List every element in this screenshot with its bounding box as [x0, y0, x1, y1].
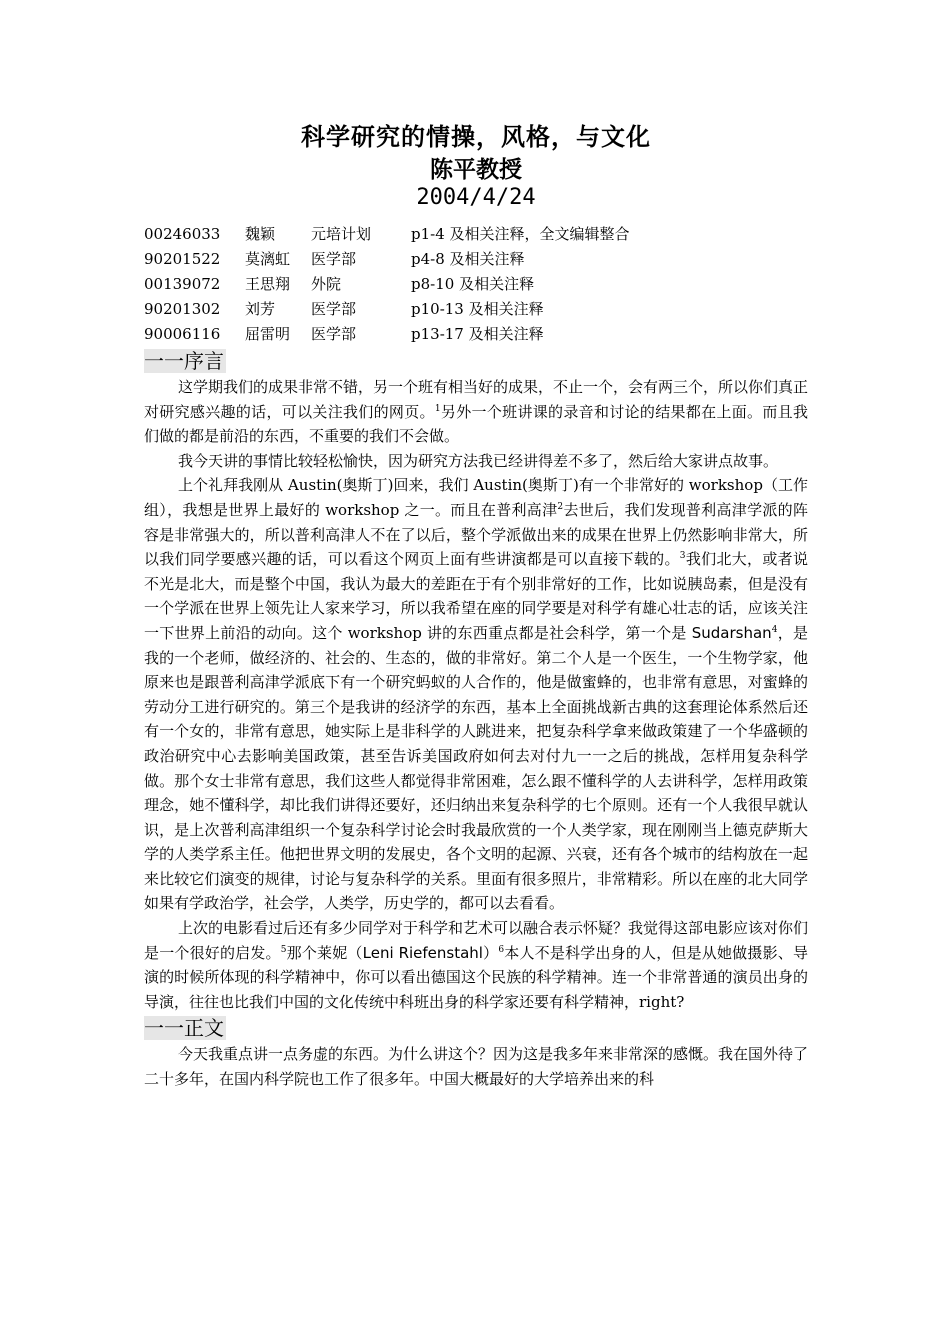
paragraph — [144, 473, 808, 916]
contributor-table — [144, 222, 808, 347]
assigned-pages: p1-4 及相关注释，全文编辑整合 — [411, 225, 630, 243]
paragraph: 我今天讲的事情比较轻松愉快，因为研究方法我已经讲得差不多了，然后给大家讲点故事。 — [178, 451, 779, 470]
paragraph-text: 上个礼拜我刚从 Austin(奥斯丁)回来，我们 Austin(奥斯丁)有一个非常好的 workshop（工作组），我想是世界上最好的 workshop 之一。而且在普利高津 — [144, 476, 808, 519]
contributor-row — [144, 222, 808, 247]
student-id: 90201302 — [144, 300, 221, 318]
contributor-row — [144, 272, 808, 297]
paragraph: 今天我重点讲一点务虚的东西。为什么讲这个？因为这是我多年来非常深的感慨。我在国外待了二十多年，在国内科学院也工作了很多年。中国大概最好的大学培养出来的科 — [144, 1045, 809, 1089]
section-heading-preface: 一一序言 — [144, 349, 224, 373]
student-dept: 医学部 — [311, 250, 357, 268]
footnote-ref[interactable]: 4 — [771, 624, 778, 635]
person-name: Sudarshan — [691, 623, 772, 642]
footnote-ref[interactable]: 2 — [557, 501, 564, 512]
paragraph — [144, 375, 808, 449]
paragraph — [144, 916, 808, 1014]
student-dept: 医学部 — [311, 325, 357, 343]
contributor-row — [144, 322, 808, 347]
paragraph-text: 另外一个班讲课的录音和讨论的结果都在上面。而且我们做的都是前沿的东西，不重要的我们不会做。 — [144, 402, 808, 446]
person-name: Leni Riefenstahl — [362, 943, 483, 962]
section-heading-main: 一一正文 — [144, 1016, 224, 1041]
paragraph-text: 这学期我们的成果非常不错，另一个班有相当好的成果，不止一个，会有两三个，所以你们真正对研究感兴趣的话，可以关注我们的网页。 — [144, 378, 809, 421]
footnote-ref[interactable]: 6 — [498, 944, 505, 955]
assigned-pages: p10-13 及相关注释 — [411, 300, 544, 318]
footnote-ref[interactable]: 5 — [280, 944, 287, 955]
contributor-row — [144, 297, 808, 322]
student-id: 90006116 — [144, 325, 221, 343]
document-page — [144, 120, 808, 1092]
paragraph-text: 本人不是科学出身的人，但是从她做摄影、导演的时候所体现的科学精神中，你可以看出德国这个民族的科学精神。连一个非常普通的演员出身的导演，往往也比我们中国的文化传统中科班出身的科学家还要有科学精神，right? — [144, 943, 808, 1011]
paragraph-text: 上次的电影看过后还有多少同学对于科学和艺术可以融合表示怀疑？我觉得这部电影应该对你们是一个很好的启发。 — [144, 919, 809, 962]
student-id: 00246033 — [144, 225, 221, 243]
footnote-ref[interactable]: 1 — [434, 403, 441, 414]
student-name: 王思翔 — [245, 275, 291, 293]
student-dept: 医学部 — [311, 300, 357, 318]
student-name: 屈雷明 — [245, 325, 291, 343]
student-name: 刘芳 — [245, 300, 276, 318]
paragraph-text: 我们北大，或者说不光是北大，而是整个中国，我认为最大的差距在于有个别非常好的工作，比如说胰岛素，但是没有一个学派在世界上领先让人家来学习，所以我希望在座的同学要是对科学有雄心壮志的话，应该关注一下世界上前沿的动向。这个 workshop 讲的东西重点都是社会科学，第一个是 — [144, 550, 808, 642]
paragraph-text: 那个莱妮（ — [286, 943, 363, 962]
contributor-row — [144, 247, 808, 272]
student-id: 00139072 — [144, 275, 221, 293]
footnote-ref[interactable]: 3 — [679, 551, 686, 562]
student-name: 魏颖 — [245, 225, 276, 243]
student-dept: 外院 — [311, 275, 342, 293]
student-id: 90201522 — [144, 250, 221, 268]
paragraph-text: ，是我的一个老师，做经济的、社会的、生态的，做的非常好。第二个人是一个医生，一个生物学家，他原来也是跟普利高津学派底下有一个研究蚂蚁的人合作的，他是做蜜蜂的，也非常有意思，对蜜蜂的劳动分工进行研究的。第三个是我讲的经济学的东西，基本上全面挑战新古典的这套理论体系然后还有一个女的，非常有意思，她实际上是非科学的人跳进来，把复杂科学拿来做政策建了一个华盛顿的政治研究中心去影响美国政策，甚至告诉美国政府如何去对付九一一之后的挑战，怎样用复杂科学做。那个女士非常有意思，我们这些人都觉得非常困难，怎么跟不懂科学的人去讲科学，怎样用政策理念，她不懂科学，却比我们讲得还要好，还归纳出来复杂科学的七个原则。还有一个人我很早就认识，是上次普利高津组织一个复杂科学讨论会时我最欣赏的一个人类学家，现在刚刚当上德克萨斯大学的人类学系主任。他把世界文明的发展史，各个文明的起源、兴衰，还有各个城市的结构放在一起来比较它们演变的规律，讨论与复杂科学的关系。里面有很多照片，非常精彩。所以在座的北大同学如果有学政治学，社会学，人类学，历史学的，都可以去看看。 — [144, 623, 808, 913]
author-name: 陈平教授 — [430, 156, 522, 183]
assigned-pages: p13-17 及相关注释 — [411, 325, 544, 343]
lecture-date: 2004/4/24 — [416, 185, 536, 210]
assigned-pages: p4-8 及相关注释 — [411, 250, 525, 268]
paragraph-text: 去世后，我们发现普利高津学派的阵容是非常强大的，所以普利高津人不在了以后，整个学派做出来的成果在世界上仍然影响非常大，所以我们同学要感兴趣的话，可以看这个网页上面有些讲演都是可以直接下载的。 — [144, 500, 808, 569]
document-title: 科学研究的情操，风格，与文化 — [301, 122, 651, 151]
assigned-pages: p8-10 及相关注释 — [411, 275, 535, 293]
paragraph-text: ） — [482, 943, 499, 962]
student-name: 莫漓虹 — [245, 250, 291, 268]
student-dept: 元培计划 — [311, 225, 372, 243]
